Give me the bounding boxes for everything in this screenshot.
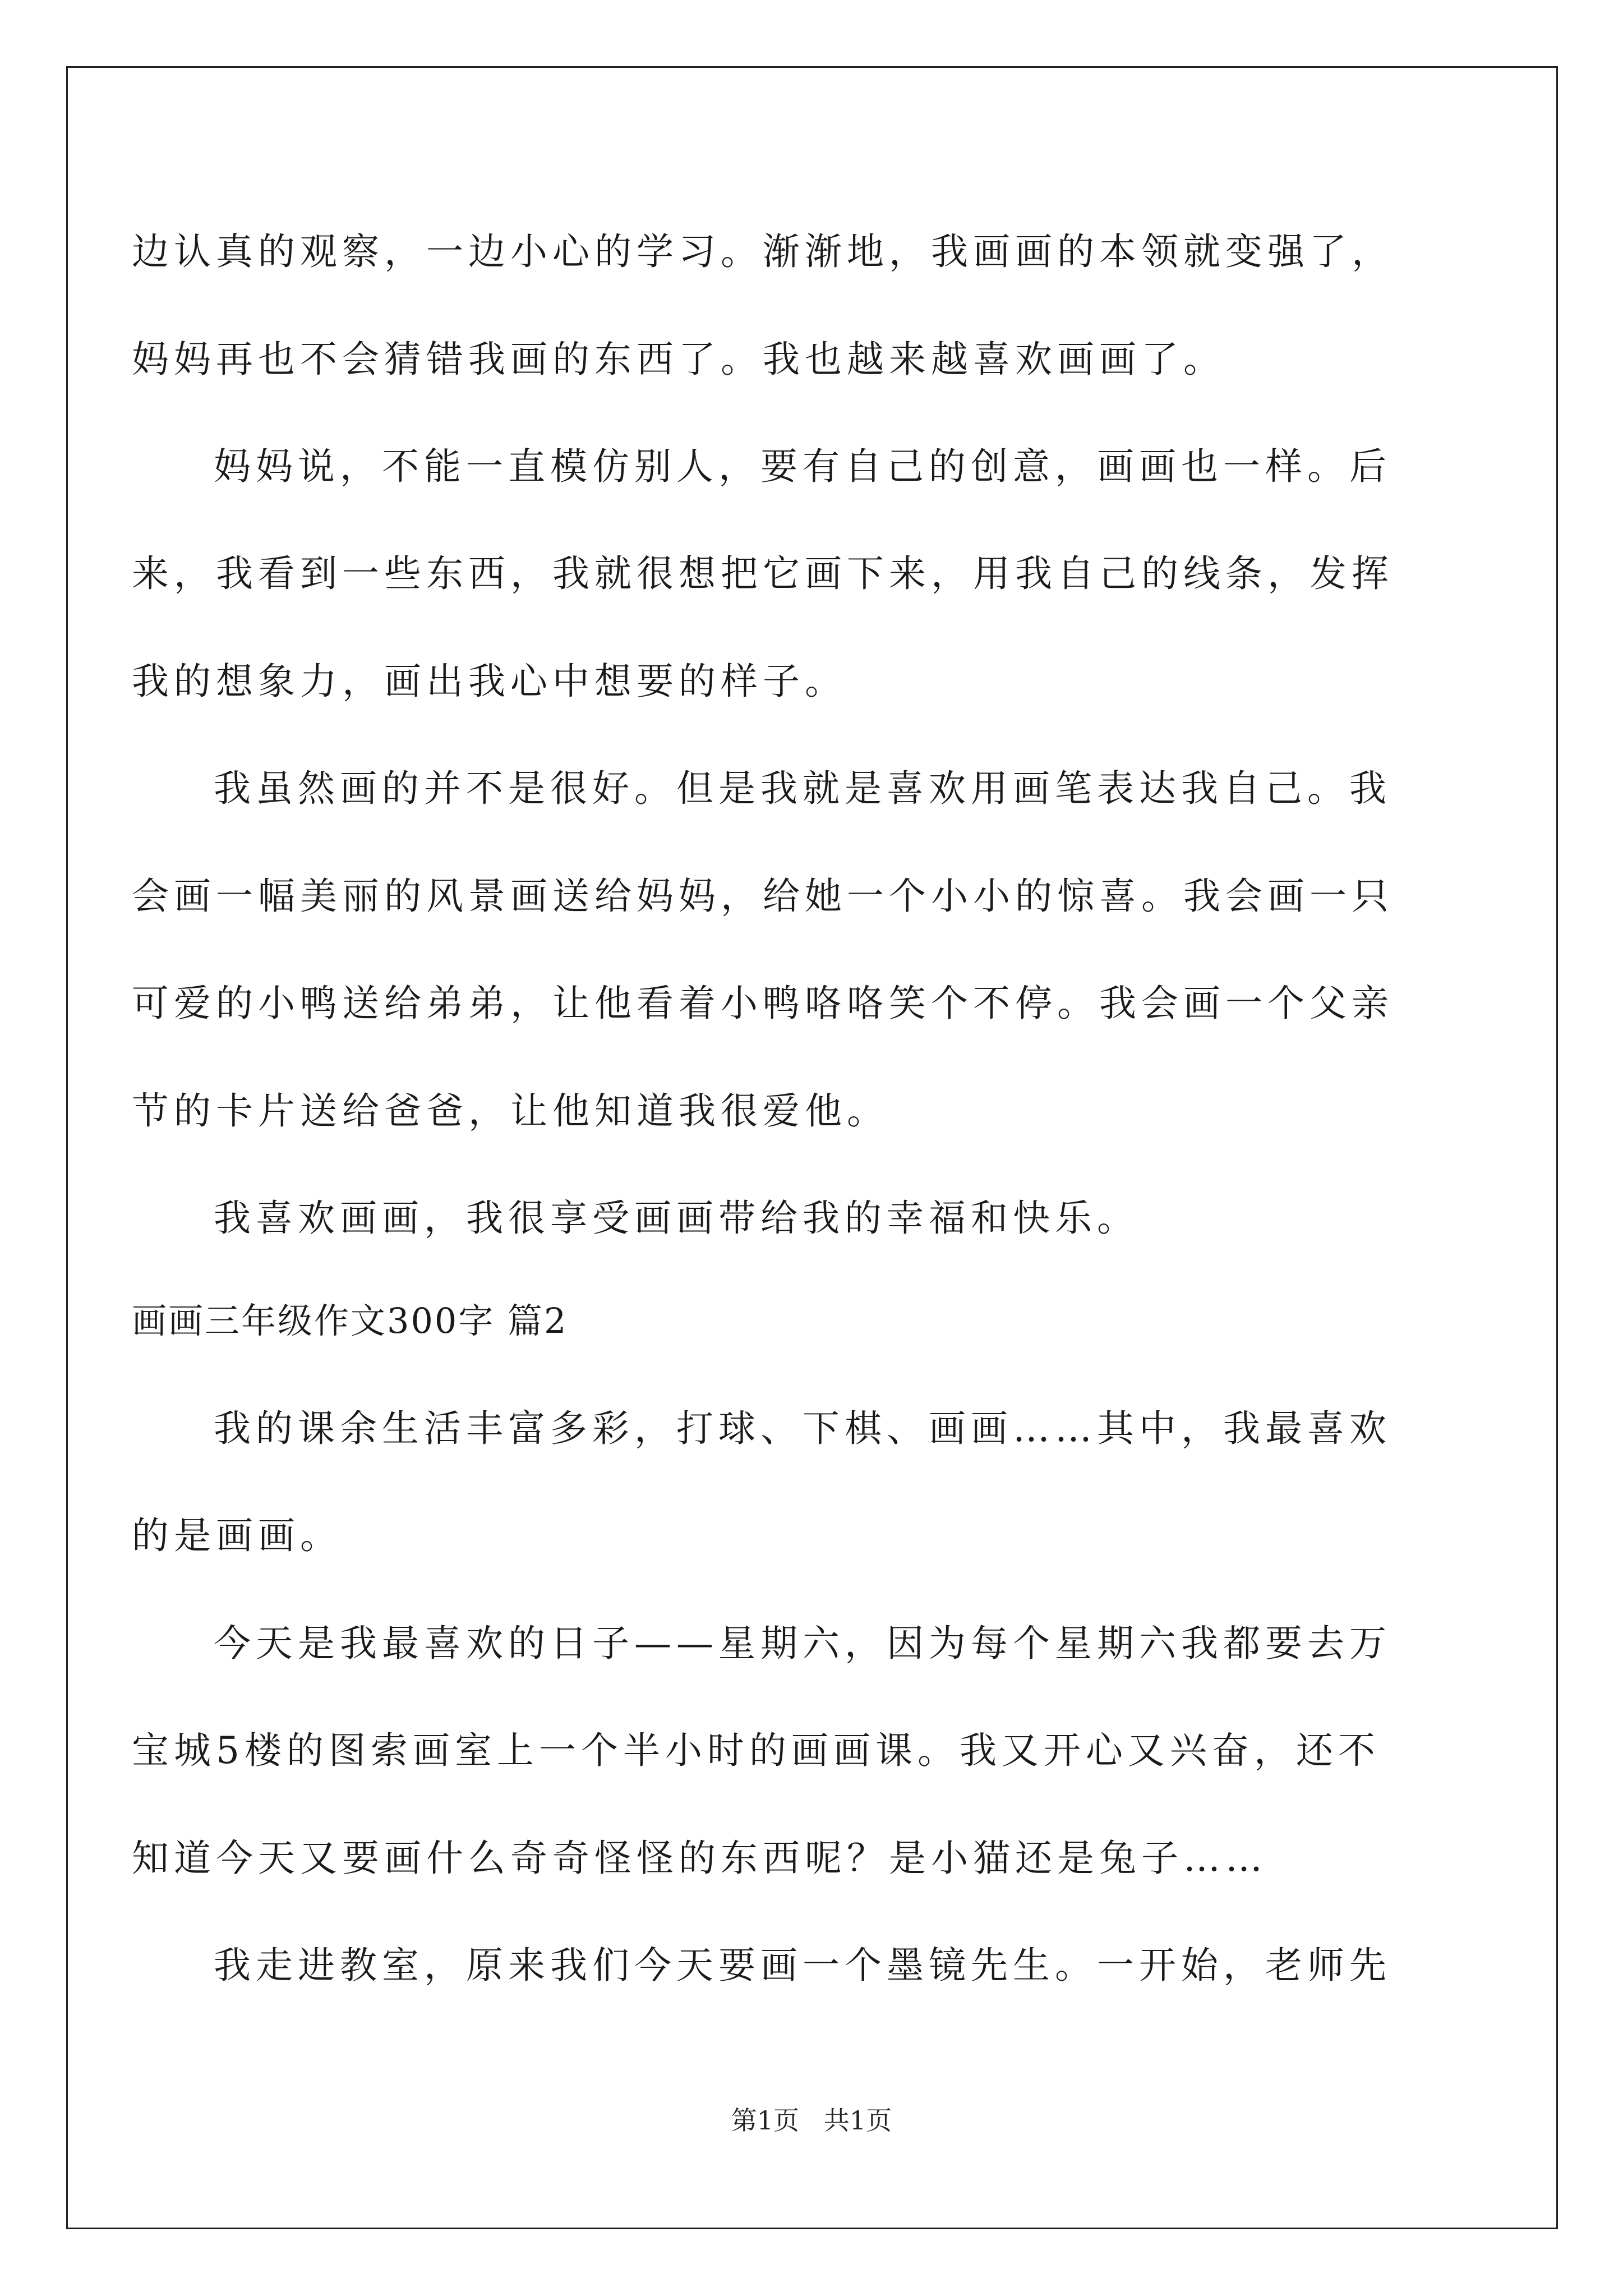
page-border [66, 66, 1558, 2229]
paragraph-6-line-3: 知道今天又要画什么奇奇怪怪的东西呢？是小猫还是兔子…… [132, 1837, 1267, 1880]
paragraph-5-line-1: 我的课余生活丰富多彩，打球、下棋、画画……其中，我最喜欢 [214, 1407, 1391, 1450]
paragraph-3-line-2: 会画一幅美丽的风景画送给妈妈，给她一个小小的惊喜。我会画一只 [132, 875, 1394, 918]
paragraph-1-line-1: 边认真的观察，一边小心的学习。渐渐地，我画画的本领就变强了， [132, 230, 1394, 273]
paragraph-1-line-2: 妈妈再也不会猜错我画的东西了。我也越来越喜欢画画了。 [132, 338, 1225, 381]
paragraph-6-line-1: 今天是我最喜欢的日子——星期六，因为每个星期六我都要去万 [214, 1622, 1391, 1665]
paragraph-3-line-1: 我虽然画的并不是很好。但是我就是喜欢用画笔表达我自己。我 [214, 767, 1391, 810]
page-footer: 第1页 共1页 [731, 2105, 892, 2136]
paragraph-5-line-2: 的是画画。 [132, 1514, 342, 1557]
paragraph-3-line-3: 可爱的小鸭送给弟弟，让他看着小鸭咯咯笑个不停。我会画一个父亲 [132, 982, 1394, 1025]
paragraph-2-line-1: 妈妈说，不能一直模仿别人，要有自己的创意，画画也一样。后 [214, 445, 1391, 488]
paragraph-4-line-1: 我喜欢画画，我很享受画画带给我的幸福和快乐。 [214, 1197, 1139, 1240]
section-heading: 画画三年级作文300字 篇2 [132, 1300, 568, 1341]
paragraph-3-line-4: 节的卡片送给爸爸，让他知道我很爱他。 [132, 1089, 889, 1133]
paragraph-7-line-1: 我走进教室，原来我们今天要画一个墨镜先生。一开始，老师先 [214, 1944, 1391, 1987]
paragraph-6-line-2: 宝城5楼的图索画室上一个半小时的画画课。我又开心又兴奋，还不 [132, 1729, 1380, 1772]
paragraph-2-line-3: 我的想象力，画出我心中想要的样子。 [132, 660, 847, 703]
paragraph-2-line-2: 来，我看到一些东西，我就很想把它画下来，用我自己的线条，发挥 [132, 552, 1394, 595]
